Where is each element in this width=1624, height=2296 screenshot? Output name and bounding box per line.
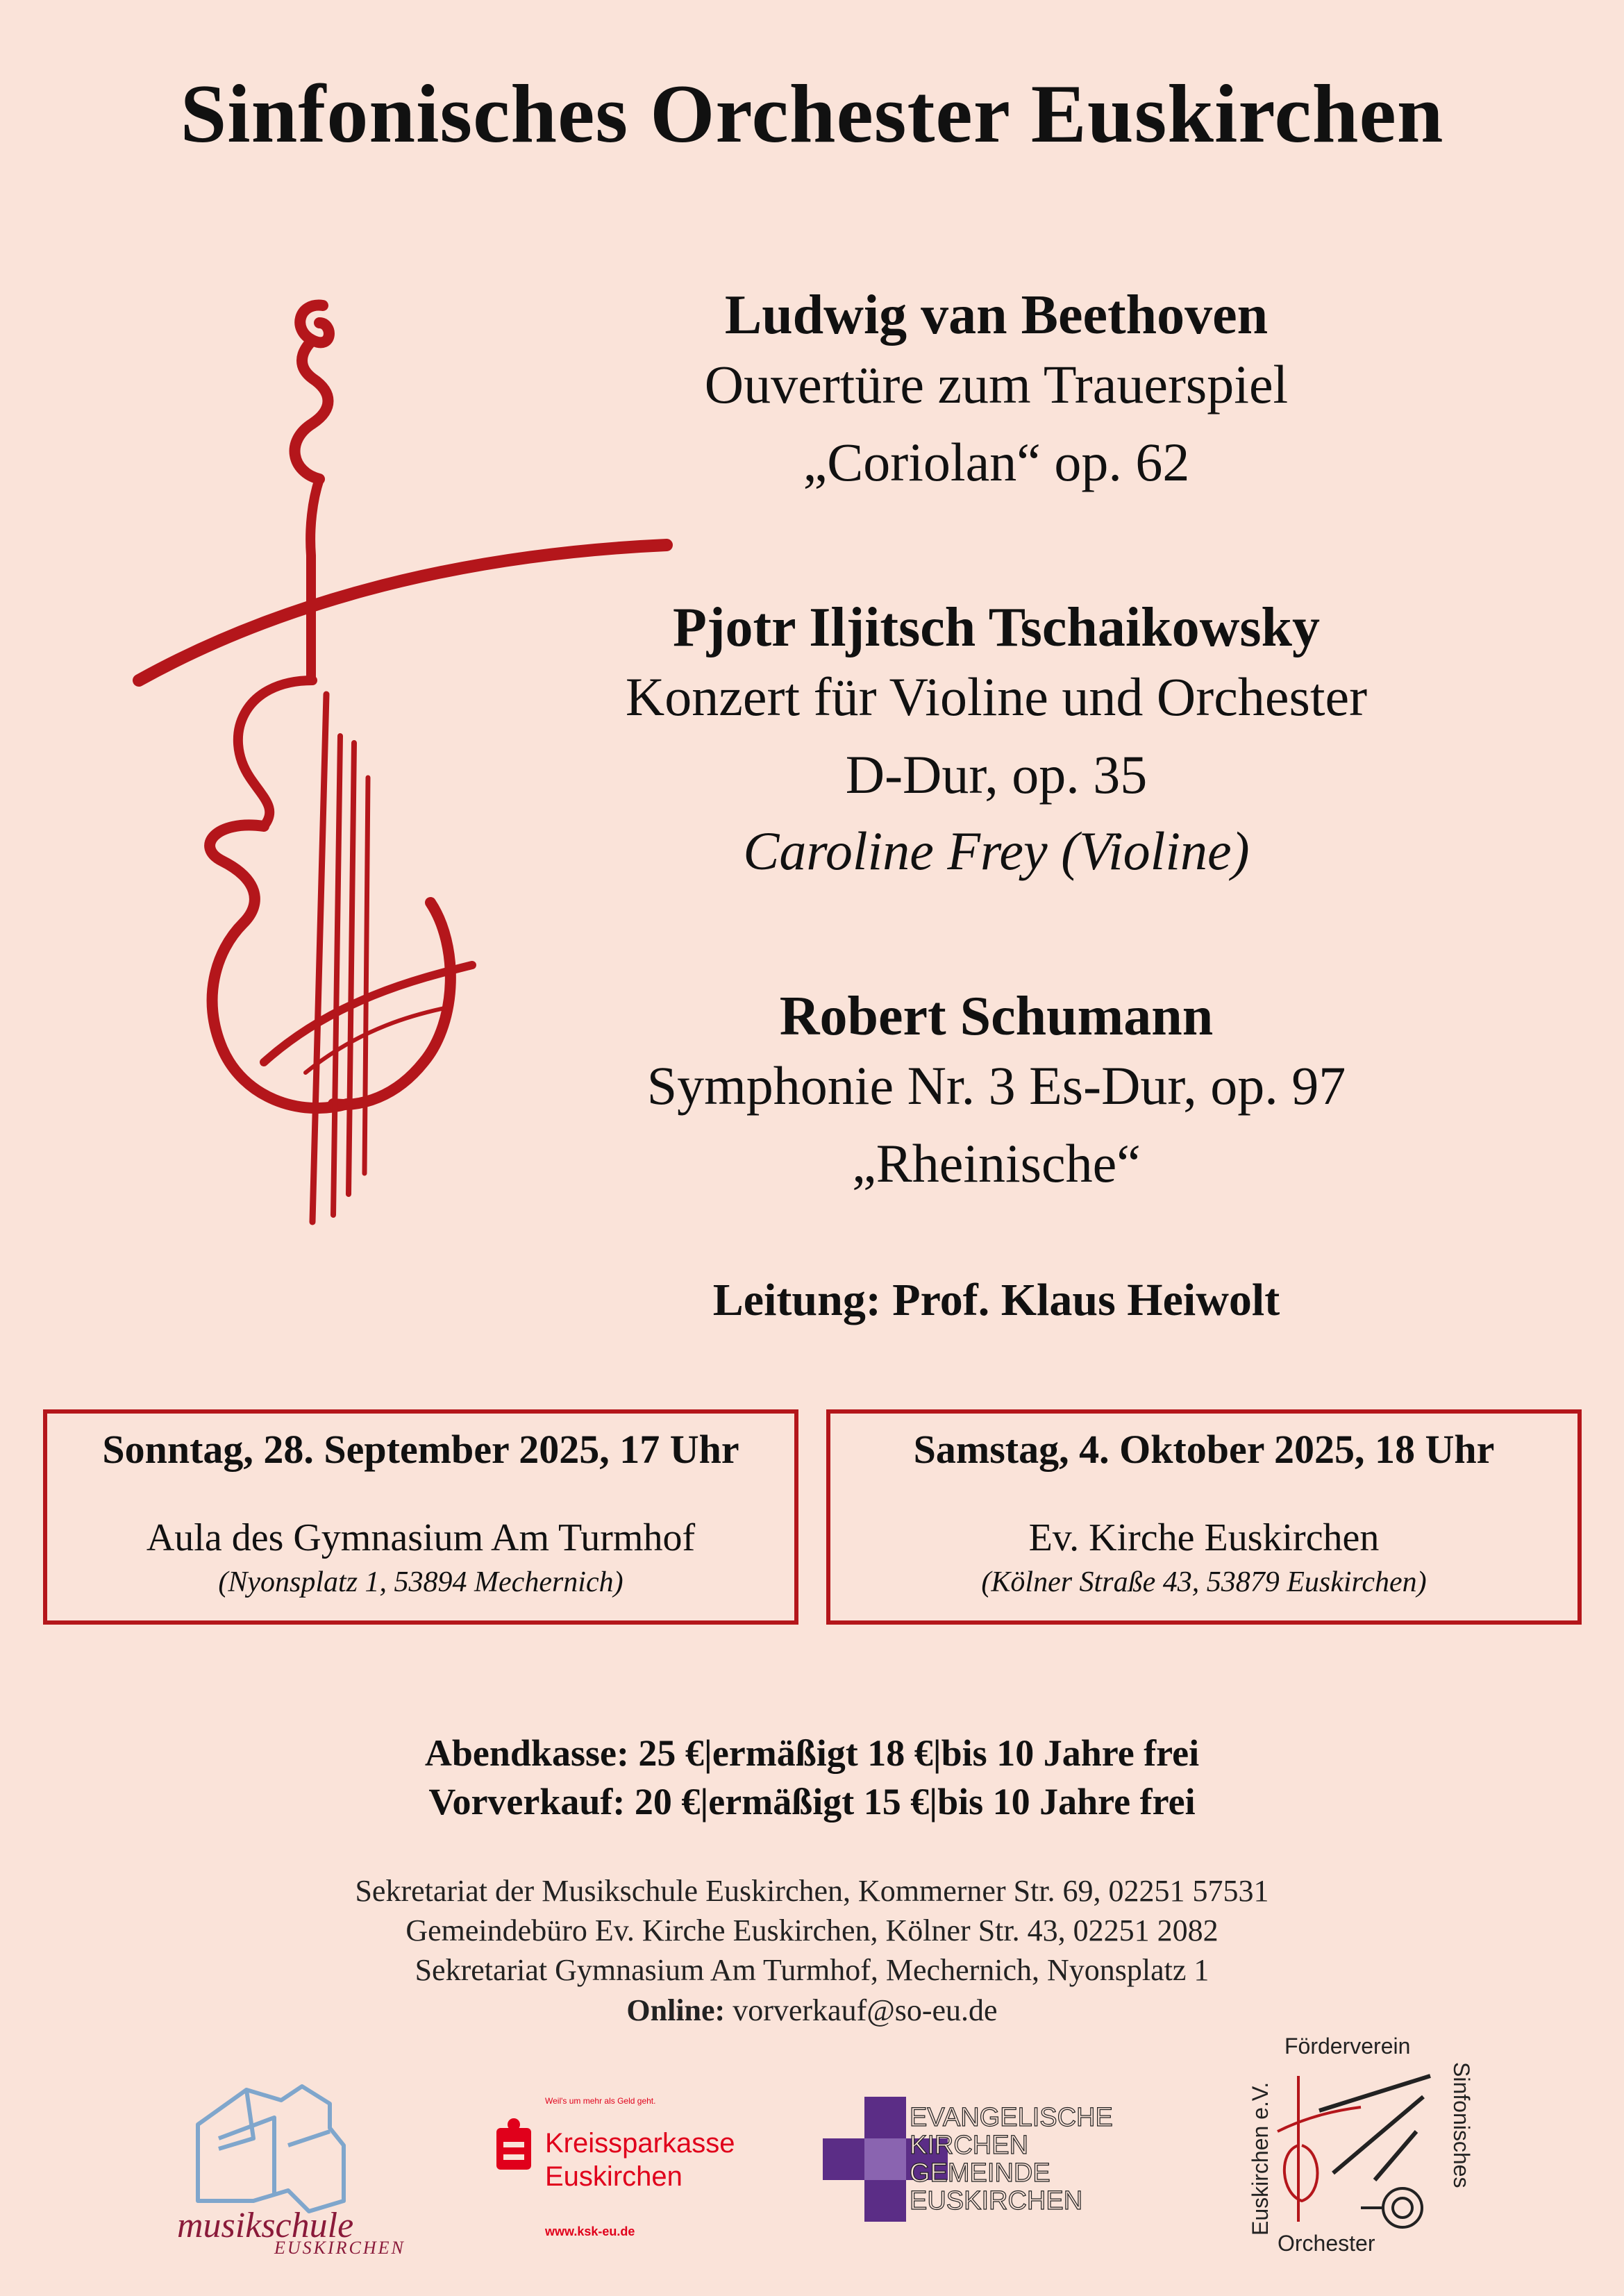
kreissparkasse-logo: [496, 2090, 774, 2243]
musikschule-logo: [170, 2062, 448, 2256]
foerder-bottom: Orchester: [1278, 2231, 1375, 2256]
work-title-line: Konzert für Violine und Orchester: [625, 667, 1368, 727]
foerder-left: Euskirchen e.V.: [1248, 2081, 1273, 2236]
ev-line: EVANGELISCHE: [910, 2103, 1113, 2132]
musikschule-sub: EUSKIRCHEN: [274, 2238, 405, 2256]
ev-line: GEMEINDE: [910, 2159, 1050, 2188]
conductor-line: Leitung: Prof. Klaus Heiwolt: [712, 1275, 1280, 1325]
price-line-vorverkauf: Vorverkauf: 20 €|ermäßigt 15 €|bis 10 Jahre frei: [428, 1781, 1196, 1823]
composer-name: Robert Schumann: [779, 986, 1214, 1047]
soloist-name: Caroline Frey (Violine): [743, 821, 1250, 882]
concert-box-2: [826, 1409, 1582, 1625]
concert-address: (Nyonsplatz 1, 53894 Mechernich): [218, 1566, 623, 1598]
ksk-slogan: Weil's um mehr als Geld geht.: [545, 2096, 656, 2106]
ev-line: EUSKIRCHEN: [910, 2186, 1083, 2215]
program-item-beethoven: [486, 285, 1507, 501]
sales-point: Sekretariat der Musikschule Euskirchen, Kommerner Str. 69, 02251 57531: [355, 1874, 1269, 1908]
page-title: Sinfonisches Orchester Euskirchen: [180, 67, 1444, 160]
concert-address: (Kölner Straße 43, 53879 Euskirchen): [981, 1566, 1427, 1598]
concert-date: Sonntag, 28. September 2025, 17 Uhr: [102, 1427, 739, 1472]
ev-kirchengemeinde-logo: [823, 2097, 1149, 2236]
sales-point: Gemeindebüro Ev. Kirche Euskirchen, Kölner Str. 43, 02251 2082: [405, 1913, 1219, 1948]
composer-name: Pjotr Iljitsch Tschaikowsky: [672, 597, 1321, 658]
concert-date: Samstag, 4. Oktober 2025, 18 Uhr: [913, 1427, 1495, 1472]
concert-venue: Aula des Gymnasium Am Turmhof: [146, 1516, 696, 1559]
program-item-tschaikowsky: [486, 597, 1507, 889]
sales-point: Sekretariat Gymnasium Am Turmhof, Mechernich, Nyonsplatz 1: [415, 1953, 1209, 1988]
price-line-abendkasse: Abendkasse: 25 €|ermäßigt 18 €|bis 10 Jahre frei: [424, 1732, 1200, 1774]
foerder-top: Förderverein: [1284, 2034, 1411, 2059]
online-label: Online:: [626, 1993, 726, 2027]
foerderverein-logo: [1243, 2034, 1479, 2256]
online-sales: [0, 1991, 1624, 2030]
sparkasse-icon: [496, 2118, 531, 2170]
online-email[interactable]: vorverkauf@so-eu.de: [733, 1993, 998, 2027]
work-title-line: D-Dur, op. 35: [845, 744, 1148, 805]
composer-name: Ludwig van Beethoven: [724, 285, 1269, 346]
ksk-url[interactable]: www.ksk-eu.de: [545, 2224, 635, 2238]
woodwind-icon: [1319, 2076, 1430, 2180]
work-title-line: „Rheinische“: [852, 1132, 1141, 1193]
ev-line: KIRCHEN: [910, 2131, 1029, 2160]
foerder-right: Sinfonisches: [1449, 2062, 1474, 2188]
concert-venue: Ev. Kirche Euskirchen: [1028, 1516, 1380, 1559]
violin-icon: [1278, 2076, 1361, 2222]
presale-locations: [0, 1871, 1624, 2030]
work-title-line: Ouvertüre zum Trauerspiel: [704, 354, 1289, 414]
ticket-prices: [0, 1729, 1624, 1826]
horn-icon: [1361, 2188, 1422, 2227]
program-item-schumann: [486, 986, 1507, 1202]
musikschule-name: musikschule: [177, 2206, 354, 2245]
ksk-name-line1: Kreissparkasse: [545, 2128, 735, 2159]
work-title-line: Symphonie Nr. 3 Es-Dur, op. 97: [646, 1055, 1346, 1116]
ksk-name-line2: Euskirchen: [545, 2161, 683, 2192]
work-title-line: „Coriolan“ op. 62: [803, 431, 1190, 492]
concert-box-1: [43, 1409, 798, 1625]
